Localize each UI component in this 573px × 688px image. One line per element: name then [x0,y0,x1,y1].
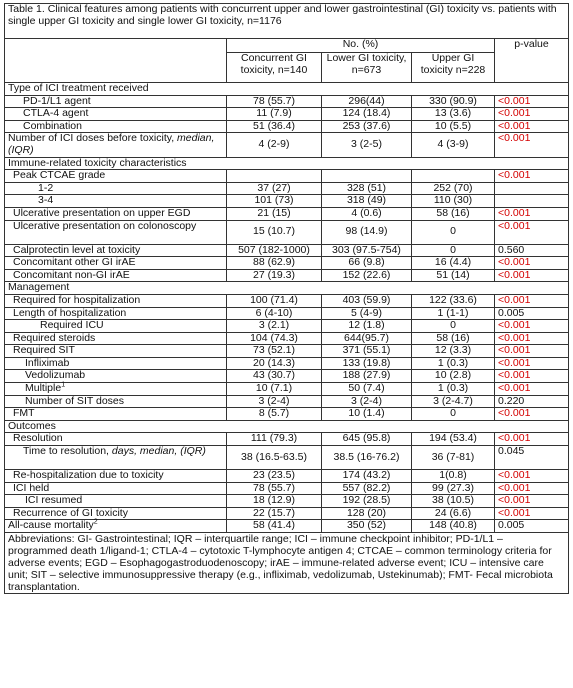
row-label [5,370,227,383]
row-label-text: Number of ICI doses before toxicity, [8,132,175,145]
row-label [5,133,227,157]
row-label [5,244,227,257]
upper-value-cell: 36 (7-81) [412,446,495,470]
table-row [5,408,569,421]
upper-value-cell: 148 (40.8) [412,520,495,533]
table-row [5,108,569,121]
row-label-text: Infliximab [25,356,70,369]
p-value-cell: <0.001 [495,108,569,121]
upper-value-cell: 194 (53.4) [412,433,495,446]
table-row [5,294,569,307]
row-label-text: Vedolizumab [25,369,86,382]
table-row [5,182,569,195]
row-label [5,446,227,470]
concurrent-value-cell: 507 (182-1000) [227,244,322,257]
row-label-text: Multiple [25,382,62,395]
upper-value-cell: 0 [412,220,495,244]
row-label-text: 3-4 [38,194,54,207]
upper-value-cell: 0 [412,244,495,257]
table-row [5,332,569,345]
row-label [5,120,227,133]
row-label-text: Ulcerative presentation on colonoscopy [13,219,197,232]
row-label [5,433,227,446]
footnote-row [5,533,569,594]
table-row [5,433,569,446]
row-label [5,520,227,533]
lower-value-cell: 3 (2-5) [322,133,412,157]
table-row [5,170,569,183]
table-row [5,307,569,320]
lower-value-cell: 645 (95.8) [322,433,412,446]
upper-value-cell: 122 (33.6) [412,294,495,307]
row-label [5,332,227,345]
table-row [5,383,569,396]
upper-value-cell: 12 (3.3) [412,345,495,358]
section-title: Management [5,282,569,295]
concurrent-value-cell: 4 (2-9) [227,133,322,157]
p-value-cell: <0.001 [495,470,569,483]
table-row [5,195,569,208]
caption-row [5,4,569,39]
table-row [5,257,569,270]
row-label-text: Re-hospitalization due to toxicity [13,469,164,482]
lower-value-cell: 174 (43.2) [322,470,412,483]
row-label [5,345,227,358]
p-value-cell: <0.001 [495,95,569,108]
upper-value-cell: 16 (4.4) [412,257,495,270]
p-value-cell: <0.001 [495,345,569,358]
p-value-cell: <0.001 [495,357,569,370]
row-label [5,383,227,396]
header-row-1 [5,39,569,53]
concurrent-value-cell: 6 (4-10) [227,307,322,320]
upper-value-cell: 110 (30) [412,195,495,208]
lower-value-cell: 133 (19.8) [322,357,412,370]
lower-value-cell: 403 (59.9) [322,294,412,307]
row-label-text: PD-1/L1 agent [23,94,91,107]
row-label [5,257,227,270]
footnote-marker: 1 [61,381,66,389]
concurrent-value-cell: 20 (14.3) [227,357,322,370]
upper-value-cell: 51 (14) [412,269,495,282]
header-lower: Lower GI toxicity, n=673 [322,53,412,83]
p-value-cell: <0.001 [495,269,569,282]
table-row [5,357,569,370]
p-value-cell: <0.001 [495,257,569,270]
concurrent-value-cell: 3 (2-4) [227,395,322,408]
section-header-row [5,420,569,433]
concurrent-value-cell: 111 (79.3) [227,433,322,446]
lower-value-cell: 38.5 (16-76.2) [322,446,412,470]
section-title: Type of ICI treatment received [5,83,569,96]
upper-value-cell [412,170,495,183]
row-label [5,294,227,307]
lower-value-cell: 296(44) [322,95,412,108]
row-label [5,408,227,421]
concurrent-value-cell: 101 (73) [227,195,322,208]
table-row [5,120,569,133]
lower-value-cell: 5 (4-9) [322,307,412,320]
footnote-marker: 2 [93,518,98,526]
concurrent-value-cell [227,170,322,183]
row-label [5,182,227,195]
lower-value-cell: 328 (51) [322,182,412,195]
row-label [5,395,227,408]
p-value-cell: <0.001 [495,133,569,157]
table-row [5,446,569,470]
p-value-cell: <0.001 [495,120,569,133]
row-label-text: Combination [23,119,82,132]
lower-value-cell: 66 (9.8) [322,257,412,270]
row-label-text: ICI resumed [25,494,83,507]
row-label-text: Number of SIT doses [25,394,125,407]
upper-value-cell: 3 (2-4.7) [412,395,495,408]
row-label-text: FMT [13,407,35,420]
row-label [5,108,227,121]
lower-value-cell: 50 (7.4) [322,383,412,396]
header-p-value: p-value [495,39,569,83]
row-label [5,95,227,108]
row-label-text: Peak CTCAE grade [13,169,106,182]
lower-value-cell: 152 (22.6) [322,269,412,282]
p-value-cell: 0.220 [495,395,569,408]
row-label [5,269,227,282]
table-body [5,4,569,594]
p-value-cell: <0.001 [495,170,569,183]
row-label-text: 1-2 [38,181,54,194]
p-value-cell: <0.001 [495,495,569,508]
header-blank-cell [5,39,227,83]
table-row [5,95,569,108]
row-label [5,482,227,495]
row-label-text: Calprotectin level at toxicity [13,243,141,256]
upper-value-cell: 10 (5.5) [412,120,495,133]
p-value-cell: <0.001 [495,408,569,421]
upper-value-cell: 1 (1-1) [412,307,495,320]
concurrent-value-cell: 78 (55.7) [227,95,322,108]
concurrent-value-cell: 11 (7.9) [227,108,322,121]
concurrent-value-cell: 22 (15.7) [227,507,322,520]
row-label [5,320,227,333]
table-row [5,133,569,157]
table-row [5,482,569,495]
p-value-cell: 0.005 [495,520,569,533]
row-label [5,470,227,483]
row-label-text: Resolution [13,432,63,445]
concurrent-value-cell: 78 (55.7) [227,482,322,495]
table-row [5,269,569,282]
row-label-text: Recurrence of GI toxicity [13,506,128,519]
p-value-cell: <0.001 [495,383,569,396]
lower-value-cell: 253 (37.6) [322,120,412,133]
table-row [5,220,569,244]
upper-value-cell: 58 (16) [412,207,495,220]
row-label [5,307,227,320]
concurrent-value-cell: 10 (7.1) [227,383,322,396]
table-row [5,370,569,383]
table-row [5,395,569,408]
row-label-text: ICI held [13,481,50,494]
row-label [5,495,227,508]
section-header-row [5,157,569,170]
table-row [5,207,569,220]
concurrent-value-cell: 15 (10.7) [227,220,322,244]
section-header-row [5,282,569,295]
p-value-cell: <0.001 [495,482,569,495]
upper-value-cell: 1 (0.3) [412,357,495,370]
lower-value-cell: 303 (97.5-754) [322,244,412,257]
table-row [5,520,569,533]
concurrent-value-cell: 18 (12.9) [227,495,322,508]
p-value-cell: <0.001 [495,220,569,244]
concurrent-value-cell: 8 (5.7) [227,408,322,421]
upper-value-cell: 4 (3-9) [412,133,495,157]
row-label-text: All-cause mortality [8,519,94,532]
concurrent-value-cell: 104 (74.3) [227,332,322,345]
row-label-text: Concomitant other GI irAE [13,256,136,269]
p-value-cell: <0.001 [495,332,569,345]
p-value-cell: 0.560 [495,244,569,257]
concurrent-value-cell: 23 (23.5) [227,470,322,483]
header-no-percent: No. (%) [227,39,495,53]
upper-value-cell: 99 (27.3) [412,482,495,495]
lower-value-cell: 350 (52) [322,520,412,533]
upper-value-cell: 0 [412,408,495,421]
clinical-features-table [4,3,569,594]
upper-value-cell: 38 (10.5) [412,495,495,508]
lower-value-cell: 3 (2-4) [322,395,412,408]
row-label-text: Required ICU [40,319,104,332]
upper-value-cell: 252 (70) [412,182,495,195]
row-label-text: Ulcerative presentation on upper EGD [13,206,191,219]
row-label-italic: days, median, (IQR) [111,445,206,458]
upper-value-cell: 0 [412,320,495,333]
row-label-text: Required SIT [13,344,75,357]
lower-value-cell: 128 (20) [322,507,412,520]
section-title: Outcomes [5,420,569,433]
lower-value-cell: 4 (0.6) [322,207,412,220]
header-concurrent: Concurrent GI toxicity, n=140 [227,53,322,83]
table-row [5,244,569,257]
row-label-text: Required for hospitalization [13,293,141,306]
concurrent-value-cell: 58 (41.4) [227,520,322,533]
abbreviations-footnote: Abbreviations: GI- Gastrointestinal; IQR – interquartile range; ICI – immune checkpoint inhibitor; PD-1/L1 – programmed death 1/ligand-1; CTLA-4 – cytotoxic T-lymphocyte antigen 4; CTCAE – common terminology criteria for adverse events; EGD – Esophagogastroduodenoscopy; irAE – immune-related adverse event; ICU – intensive care unit; SIT – selective immunosuppressive therapy (e.g., infliximab, vedolizumab, Ustekinumab); FMT- Fecal microbiota transplantation. [5,533,569,594]
section-header-row [5,83,569,96]
upper-value-cell: 13 (3.6) [412,108,495,121]
row-label [5,170,227,183]
concurrent-value-cell: 43 (30.7) [227,370,322,383]
concurrent-value-cell: 100 (71.4) [227,294,322,307]
row-label-text: Required steroids [13,331,96,344]
upper-value-cell: 1(0.8) [412,470,495,483]
upper-value-cell: 10 (2.8) [412,370,495,383]
p-value-cell: <0.001 [495,370,569,383]
lower-value-cell: 192 (28.5) [322,495,412,508]
row-label [5,195,227,208]
p-value-cell: 0.045 [495,446,569,470]
p-value-cell: <0.001 [495,507,569,520]
upper-value-cell: 24 (6.6) [412,507,495,520]
table-row [5,320,569,333]
p-value-cell: <0.001 [495,433,569,446]
row-label [5,220,227,244]
header-upper: Upper GI toxicity n=228 [412,53,495,83]
upper-value-cell: 1 (0.3) [412,383,495,396]
concurrent-value-cell: 73 (52.1) [227,345,322,358]
lower-value-cell: 371 (55.1) [322,345,412,358]
lower-value-cell [322,170,412,183]
row-label [5,207,227,220]
section-title: Immune-related toxicity characteristics [5,157,569,170]
concurrent-value-cell: 51 (36.4) [227,120,322,133]
lower-value-cell: 644(95.7) [322,332,412,345]
row-label-italic: median, (IQR) [8,132,215,156]
p-value-cell: <0.001 [495,207,569,220]
table-row [5,470,569,483]
lower-value-cell: 318 (49) [322,195,412,208]
concurrent-value-cell: 37 (27) [227,182,322,195]
concurrent-value-cell: 27 (19.3) [227,269,322,282]
lower-value-cell: 557 (82.2) [322,482,412,495]
table-row [5,345,569,358]
table-row [5,495,569,508]
row-label [5,357,227,370]
p-value-cell: 0.005 [495,307,569,320]
p-value-cell: <0.001 [495,294,569,307]
lower-value-cell: 12 (1.8) [322,320,412,333]
concurrent-value-cell: 21 (15) [227,207,322,220]
table-caption: Table 1. Clinical features among patients with concurrent upper and lower gastrointestinal (GI) toxicity vs. patients with single upper GI toxicity and single lower GI toxicity, n=1176 [5,4,569,39]
row-label-text: CTLA-4 agent [23,107,89,120]
row-label-text: Time to resolution, [23,445,109,458]
p-value-cell [495,195,569,208]
lower-value-cell: 10 (1.4) [322,408,412,421]
row-label-text: Concomitant non-GI irAE [13,268,130,281]
concurrent-value-cell: 38 (16.5-63.5) [227,446,322,470]
lower-value-cell: 188 (27.9) [322,370,412,383]
lower-value-cell: 124 (18.4) [322,108,412,121]
concurrent-value-cell: 88 (62.9) [227,257,322,270]
upper-value-cell: 330 (90.9) [412,95,495,108]
p-value-cell [495,182,569,195]
row-label-text: Length of hospitalization [13,306,127,319]
concurrent-value-cell: 3 (2.1) [227,320,322,333]
p-value-cell: <0.001 [495,320,569,333]
lower-value-cell: 98 (14.9) [322,220,412,244]
upper-value-cell: 58 (16) [412,332,495,345]
